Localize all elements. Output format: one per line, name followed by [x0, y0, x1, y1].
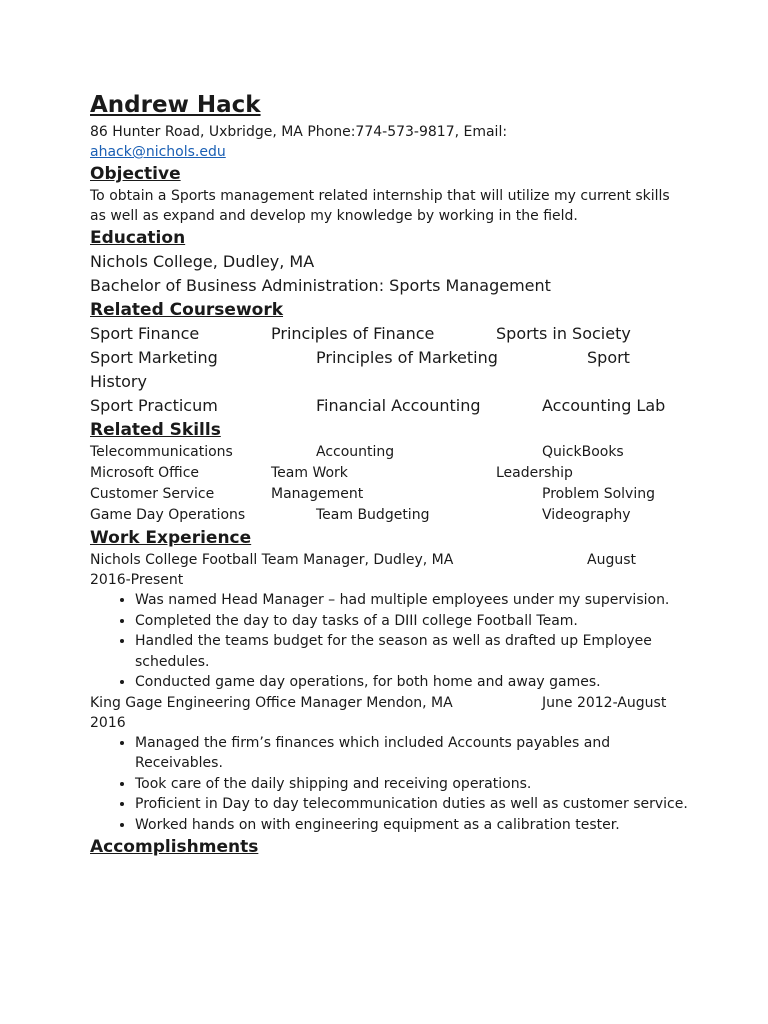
education-degree: Bachelor of Business Administration: Sports Management — [90, 276, 551, 295]
skill-item: Leadership — [496, 465, 573, 481]
skill-item: QuickBooks — [542, 444, 624, 460]
job-title: King Gage Engineering Office Manager Mendon, MA — [90, 694, 453, 711]
skill-item: Management — [271, 486, 364, 502]
coursework-item: Sport Marketing — [90, 348, 218, 367]
resume-page — [90, 88, 690, 859]
coursework-item: Sport Finance — [90, 324, 200, 343]
coursework-item: Principles of Marketing — [316, 348, 498, 367]
skills-heading: Related Skills — [90, 420, 221, 440]
job-bullet: • Conducted game day operations, for both home and away games. — [135, 672, 690, 693]
coursework-item: Sports in Society — [496, 324, 631, 343]
job-bullet: • Completed the day to day tasks of a DIII college Football Team. — [135, 611, 690, 632]
skills-row — [90, 463, 690, 484]
coursework-heading: Related Coursework — [90, 300, 284, 320]
coursework-item: Sport History — [90, 348, 630, 391]
skill-item: Game Day Operations — [90, 507, 246, 523]
contact-line — [90, 122, 690, 162]
skills-row — [90, 505, 690, 526]
coursework-item: Accounting Lab — [542, 396, 666, 415]
job-dates: August 2016-Present — [90, 552, 636, 588]
coursework-row — [90, 322, 690, 346]
skill-item: Problem Solving — [542, 486, 655, 502]
coursework-row — [90, 346, 690, 394]
job-dates: June 2012-August 2016 — [90, 694, 667, 731]
job-bullets — [90, 733, 690, 836]
skill-item: Microsoft Office — [90, 465, 200, 481]
skill-item: Videography — [542, 507, 631, 523]
job-bullet: • Handled the teams budget for the season as well as drafted up Employee schedules. — [135, 631, 690, 672]
objective-heading: Objective — [90, 164, 181, 184]
job-bullet: • Proficient in Day to day telecommunication duties as well as customer service. — [135, 794, 690, 815]
job-header — [90, 693, 690, 733]
skill-item: Accounting — [316, 444, 395, 460]
skills-row — [90, 484, 690, 505]
job-header — [90, 550, 690, 590]
skill-item: Team Budgeting — [316, 507, 430, 523]
work-heading: Work Experience — [90, 528, 252, 548]
job-bullet: • Managed the firm’s finances which included Accounts payables and Receivables. — [135, 733, 690, 774]
education-school: Nichols College, Dudley, MA — [90, 252, 315, 271]
contact-address-phone: 86 Hunter Road, Uxbridge, MA Phone:774-573-9817, Email: — [90, 124, 508, 140]
job-bullets — [90, 590, 690, 693]
job-bullet: • Took care of the daily shipping and receiving operations. — [135, 774, 690, 795]
resume-name: Andrew Hack — [90, 92, 261, 118]
skill-item: Customer Service — [90, 486, 215, 502]
accomplishments-heading: Accomplishments — [90, 837, 259, 857]
objective-text: To obtain a Sports management related internship that will utilize my current skills as well as expand and develop my knowledge by working in the field. — [90, 188, 670, 224]
job-bullet: • Was named Head Manager – had multiple employees under my supervision. — [135, 590, 690, 611]
education-heading: Education — [90, 228, 186, 248]
job-title: Nichols College Football Team Manager, Dudley, MA — [90, 552, 454, 568]
coursework-item: Principles of Finance — [271, 324, 435, 343]
skill-item: Team Work — [271, 465, 348, 481]
coursework-item: Financial Accounting — [316, 396, 481, 415]
skill-item: Telecommunications — [90, 444, 233, 460]
job-bullet: • Worked hands on with engineering equipment as a calibration tester. — [135, 815, 690, 836]
email-link[interactable]: ahack@nichols.edu — [90, 144, 226, 160]
skills-row — [90, 442, 690, 463]
coursework-item: Sport Practicum — [90, 396, 218, 415]
coursework-row — [90, 394, 690, 418]
